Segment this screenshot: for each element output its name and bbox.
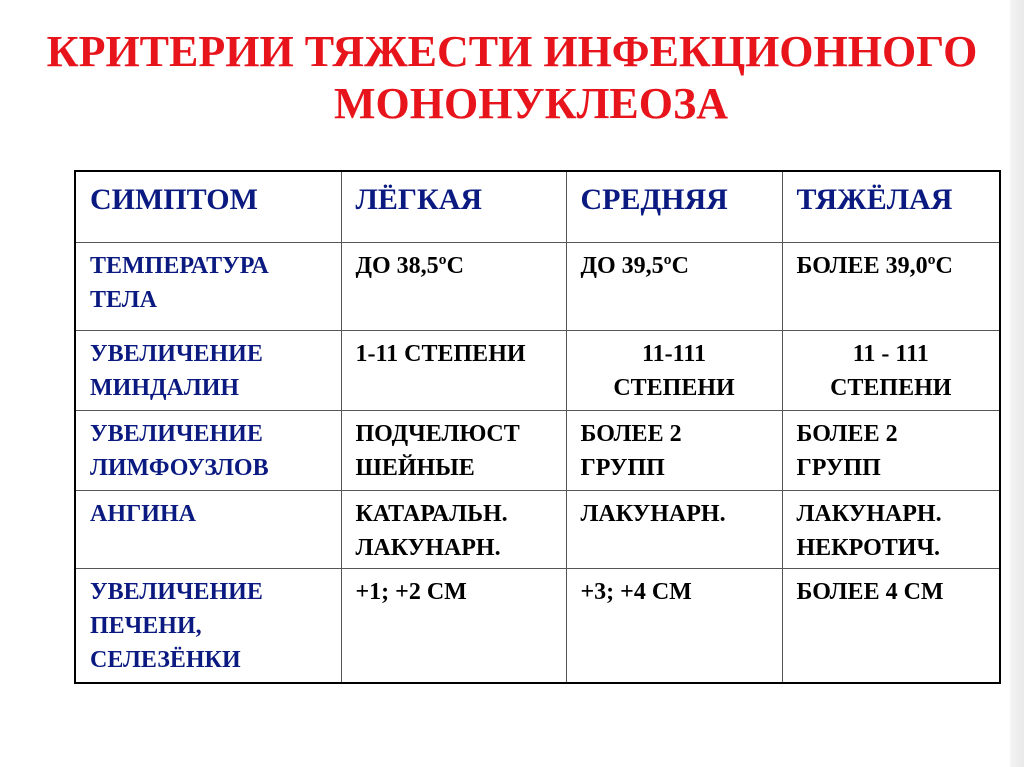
- cell-text: НЕКРОТИЧ.: [796, 535, 941, 561]
- table-row: [75, 569, 1000, 683]
- cell-text: СТЕПЕНИ: [830, 375, 952, 401]
- symptom-cell: [75, 331, 341, 411]
- cell-text: СТЕПЕНИ: [613, 375, 735, 401]
- mild-cell: [341, 569, 566, 683]
- moderate-cell: [566, 411, 782, 491]
- severe-cell: [782, 569, 1000, 683]
- cell-text: ЛАКУНАРН.: [796, 501, 942, 527]
- severe-cell: [782, 411, 1000, 491]
- title-line-1: КРИТЕРИИ ТЯЖЕСТИ ИНФЕКЦИОННОГО: [46, 27, 978, 76]
- cell-text: ПЕЧЕНИ,: [90, 613, 202, 639]
- cell-text: КАТАРАЛЬН.: [355, 501, 508, 527]
- symptom-cell: [75, 491, 341, 569]
- table-row: [75, 243, 1000, 331]
- moderate-cell: [566, 569, 782, 683]
- cell-text: ЛИМФОУЗЛОВ: [90, 455, 269, 481]
- mild-cell: [341, 411, 566, 491]
- moderate-cell: [566, 243, 782, 331]
- table-header-row: [75, 171, 1000, 243]
- cell-text: ДО 38,5ºС: [355, 253, 464, 279]
- cell-text: ГРУПП: [796, 455, 881, 481]
- cell-text: ПОДЧЕЛЮСТ: [355, 421, 520, 447]
- cell-text: БОЛЕЕ 2: [580, 421, 682, 447]
- cell-text: УВЕЛИЧЕНИЕ: [90, 421, 263, 447]
- header-symptom: СИМПТОМ: [75, 171, 341, 243]
- table-row: [75, 491, 1000, 569]
- moderate-cell: [566, 491, 782, 569]
- header-severe: ТЯЖЁЛАЯ: [782, 171, 1000, 243]
- cell-text: ЛАКУНАРН.: [355, 535, 501, 561]
- cell-text: БОЛЕЕ 2: [796, 421, 898, 447]
- mild-cell: [341, 491, 566, 569]
- cell-text: ГРУПП: [580, 455, 665, 481]
- severity-criteria-table: [74, 170, 1001, 684]
- header-moderate: СРЕДНЯЯ: [566, 171, 782, 243]
- cell-text: ДО 39,5ºС: [580, 253, 689, 279]
- severe-cell: [782, 491, 1000, 569]
- cell-text: 11 - 111: [852, 341, 929, 367]
- cell-text: +1; +2 СМ: [355, 579, 467, 605]
- moderate-cell: [566, 331, 782, 411]
- cell-text: ТЕЛА: [90, 287, 157, 313]
- severe-cell: [782, 331, 1000, 411]
- cell-text: ШЕЙНЫЕ: [355, 455, 475, 481]
- cell-text: 1-11 СТЕПЕНИ: [355, 341, 526, 367]
- mild-cell: [341, 331, 566, 411]
- cell-text: АНГИНА: [90, 501, 196, 527]
- symptom-cell: [75, 569, 341, 683]
- cell-text: БОЛЕЕ 39,0ºС: [796, 253, 953, 279]
- header-mild: ЛЁГКАЯ: [341, 171, 566, 243]
- table-row: [75, 411, 1000, 491]
- slide-title: [0, 26, 1024, 130]
- cell-text: 11-111: [641, 341, 707, 367]
- cell-text: УВЕЛИЧЕНИЕ: [90, 579, 263, 605]
- cell-text: +3; +4 СМ: [580, 579, 692, 605]
- symptom-cell: [75, 411, 341, 491]
- cell-text: СЕЛЕЗЁНКИ: [90, 647, 241, 673]
- cell-text: БОЛЕЕ 4 СМ: [796, 579, 944, 605]
- cell-text: МИНДАЛИН: [90, 375, 240, 401]
- severe-cell: [782, 243, 1000, 331]
- cell-text: ЛАКУНАРН.: [580, 501, 726, 527]
- title-line-2: МОНОНУКЛЕОЗА: [334, 79, 728, 128]
- table-row: [75, 331, 1000, 411]
- symptom-cell: [75, 243, 341, 331]
- cell-text: УВЕЛИЧЕНИЕ: [90, 341, 263, 367]
- cell-text: ТЕМПЕРАТУРА: [90, 253, 269, 279]
- mild-cell: [341, 243, 566, 331]
